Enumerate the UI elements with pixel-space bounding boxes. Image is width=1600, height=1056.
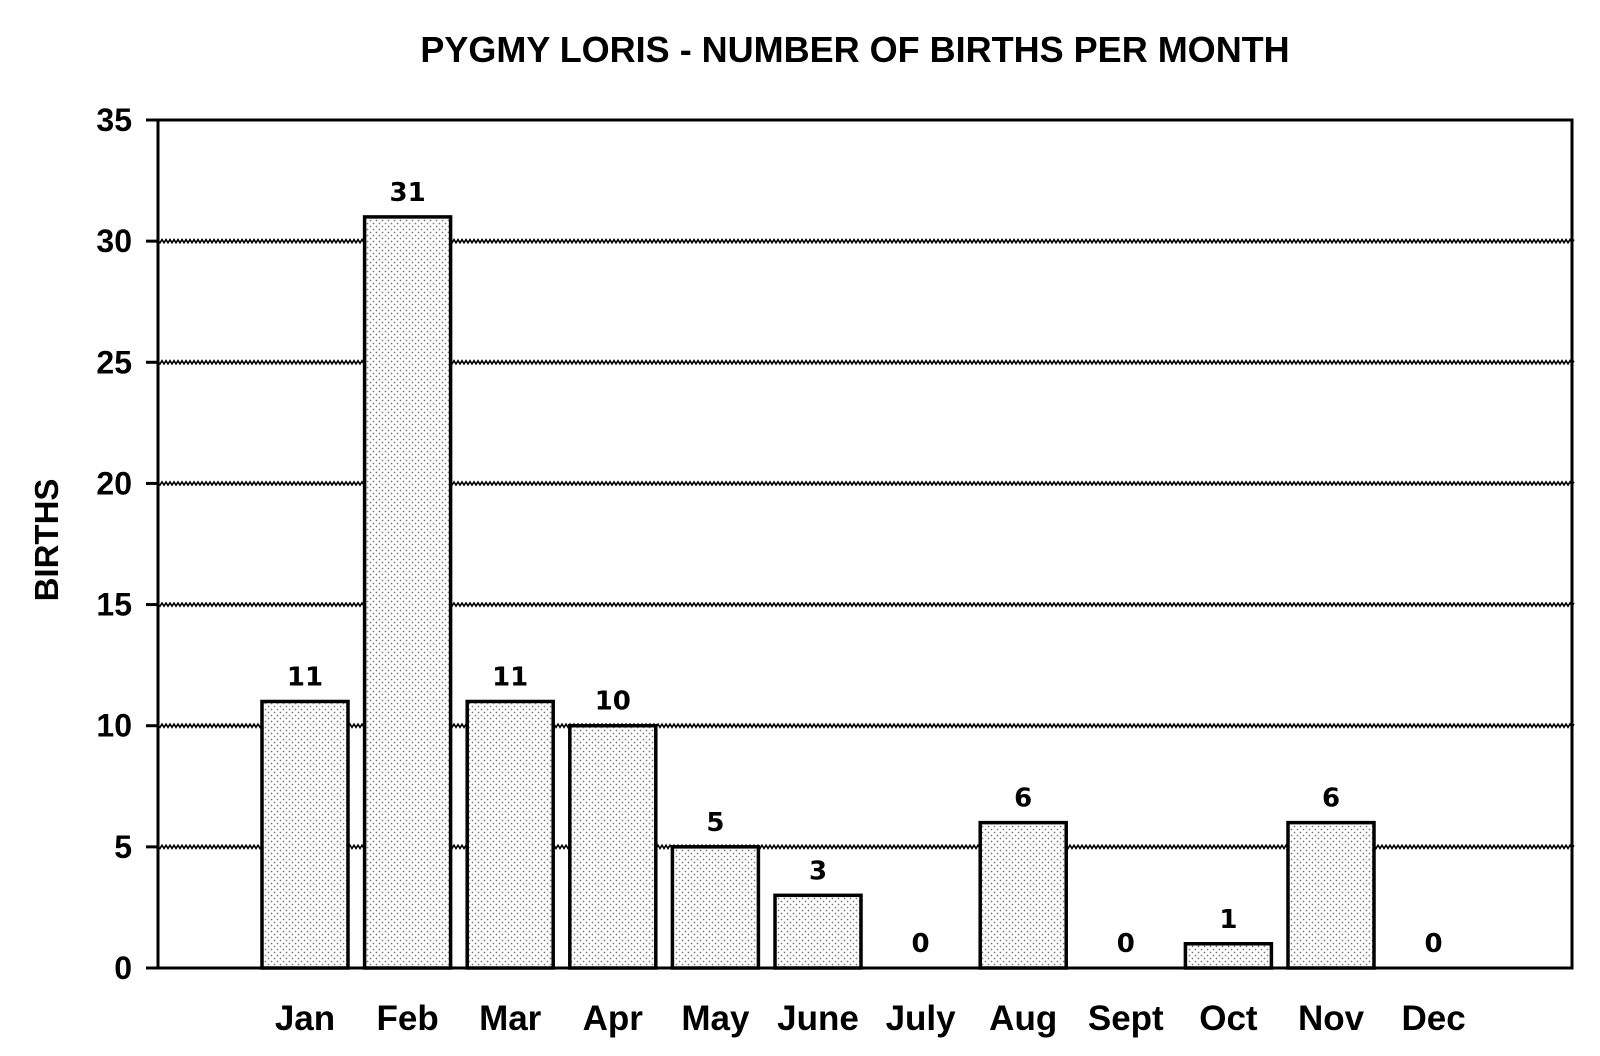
bar — [570, 726, 656, 968]
y-tick-label: 30 — [96, 223, 132, 260]
x-tick-label: Aug — [989, 999, 1058, 1038]
data-label: 31 — [389, 177, 426, 208]
x-tick-label: Feb — [376, 999, 439, 1038]
data-labels — [287, 178, 1443, 959]
data-label: 3 — [808, 856, 828, 887]
y-tick-label: 0 — [114, 950, 132, 986]
bar — [775, 895, 861, 968]
x-tick-label: Dec — [1401, 999, 1466, 1038]
data-label: 6 — [1321, 783, 1341, 814]
data-label: 0 — [911, 929, 930, 959]
bar — [365, 217, 451, 968]
data-label: 1 — [1219, 904, 1238, 935]
bar — [672, 847, 758, 968]
y-tick-label: 15 — [96, 586, 132, 623]
x-axis-ticks — [275, 999, 1466, 1038]
y-tick-label: 35 — [96, 102, 132, 138]
bar — [262, 701, 348, 968]
data-label: 11 — [492, 662, 529, 693]
x-tick-label: Nov — [1297, 999, 1365, 1038]
y-axis-ticks — [96, 102, 158, 986]
data-label: 0 — [1116, 929, 1135, 959]
chart-title: PYGMY LORIS - NUMBER OF BIRTHS PER MONTH — [420, 29, 1290, 70]
data-label: 0 — [1424, 929, 1443, 959]
y-tick-label: 10 — [96, 707, 132, 744]
bar — [1185, 944, 1271, 968]
bar — [1288, 823, 1374, 968]
data-label: 11 — [286, 662, 324, 693]
y-axis-label: BIRTHS — [28, 478, 65, 602]
x-tick-label: Jan — [274, 999, 336, 1038]
x-tick-label: Oct — [1199, 999, 1258, 1038]
data-label: 6 — [1014, 783, 1033, 814]
x-tick-label: Sept — [1087, 999, 1164, 1038]
x-tick-label: May — [681, 999, 750, 1038]
x-tick-label: Mar — [479, 999, 542, 1038]
x-tick-label: July — [885, 999, 956, 1038]
x-tick-label: Apr — [582, 999, 643, 1038]
y-tick-label: 25 — [96, 344, 132, 381]
data-label: 10 — [594, 686, 631, 717]
y-tick-label: 5 — [114, 828, 132, 865]
x-tick-label: June — [777, 999, 859, 1038]
bar — [467, 701, 553, 968]
bar — [980, 823, 1066, 968]
data-label: 5 — [706, 807, 725, 838]
y-tick-label: 20 — [96, 465, 132, 502]
